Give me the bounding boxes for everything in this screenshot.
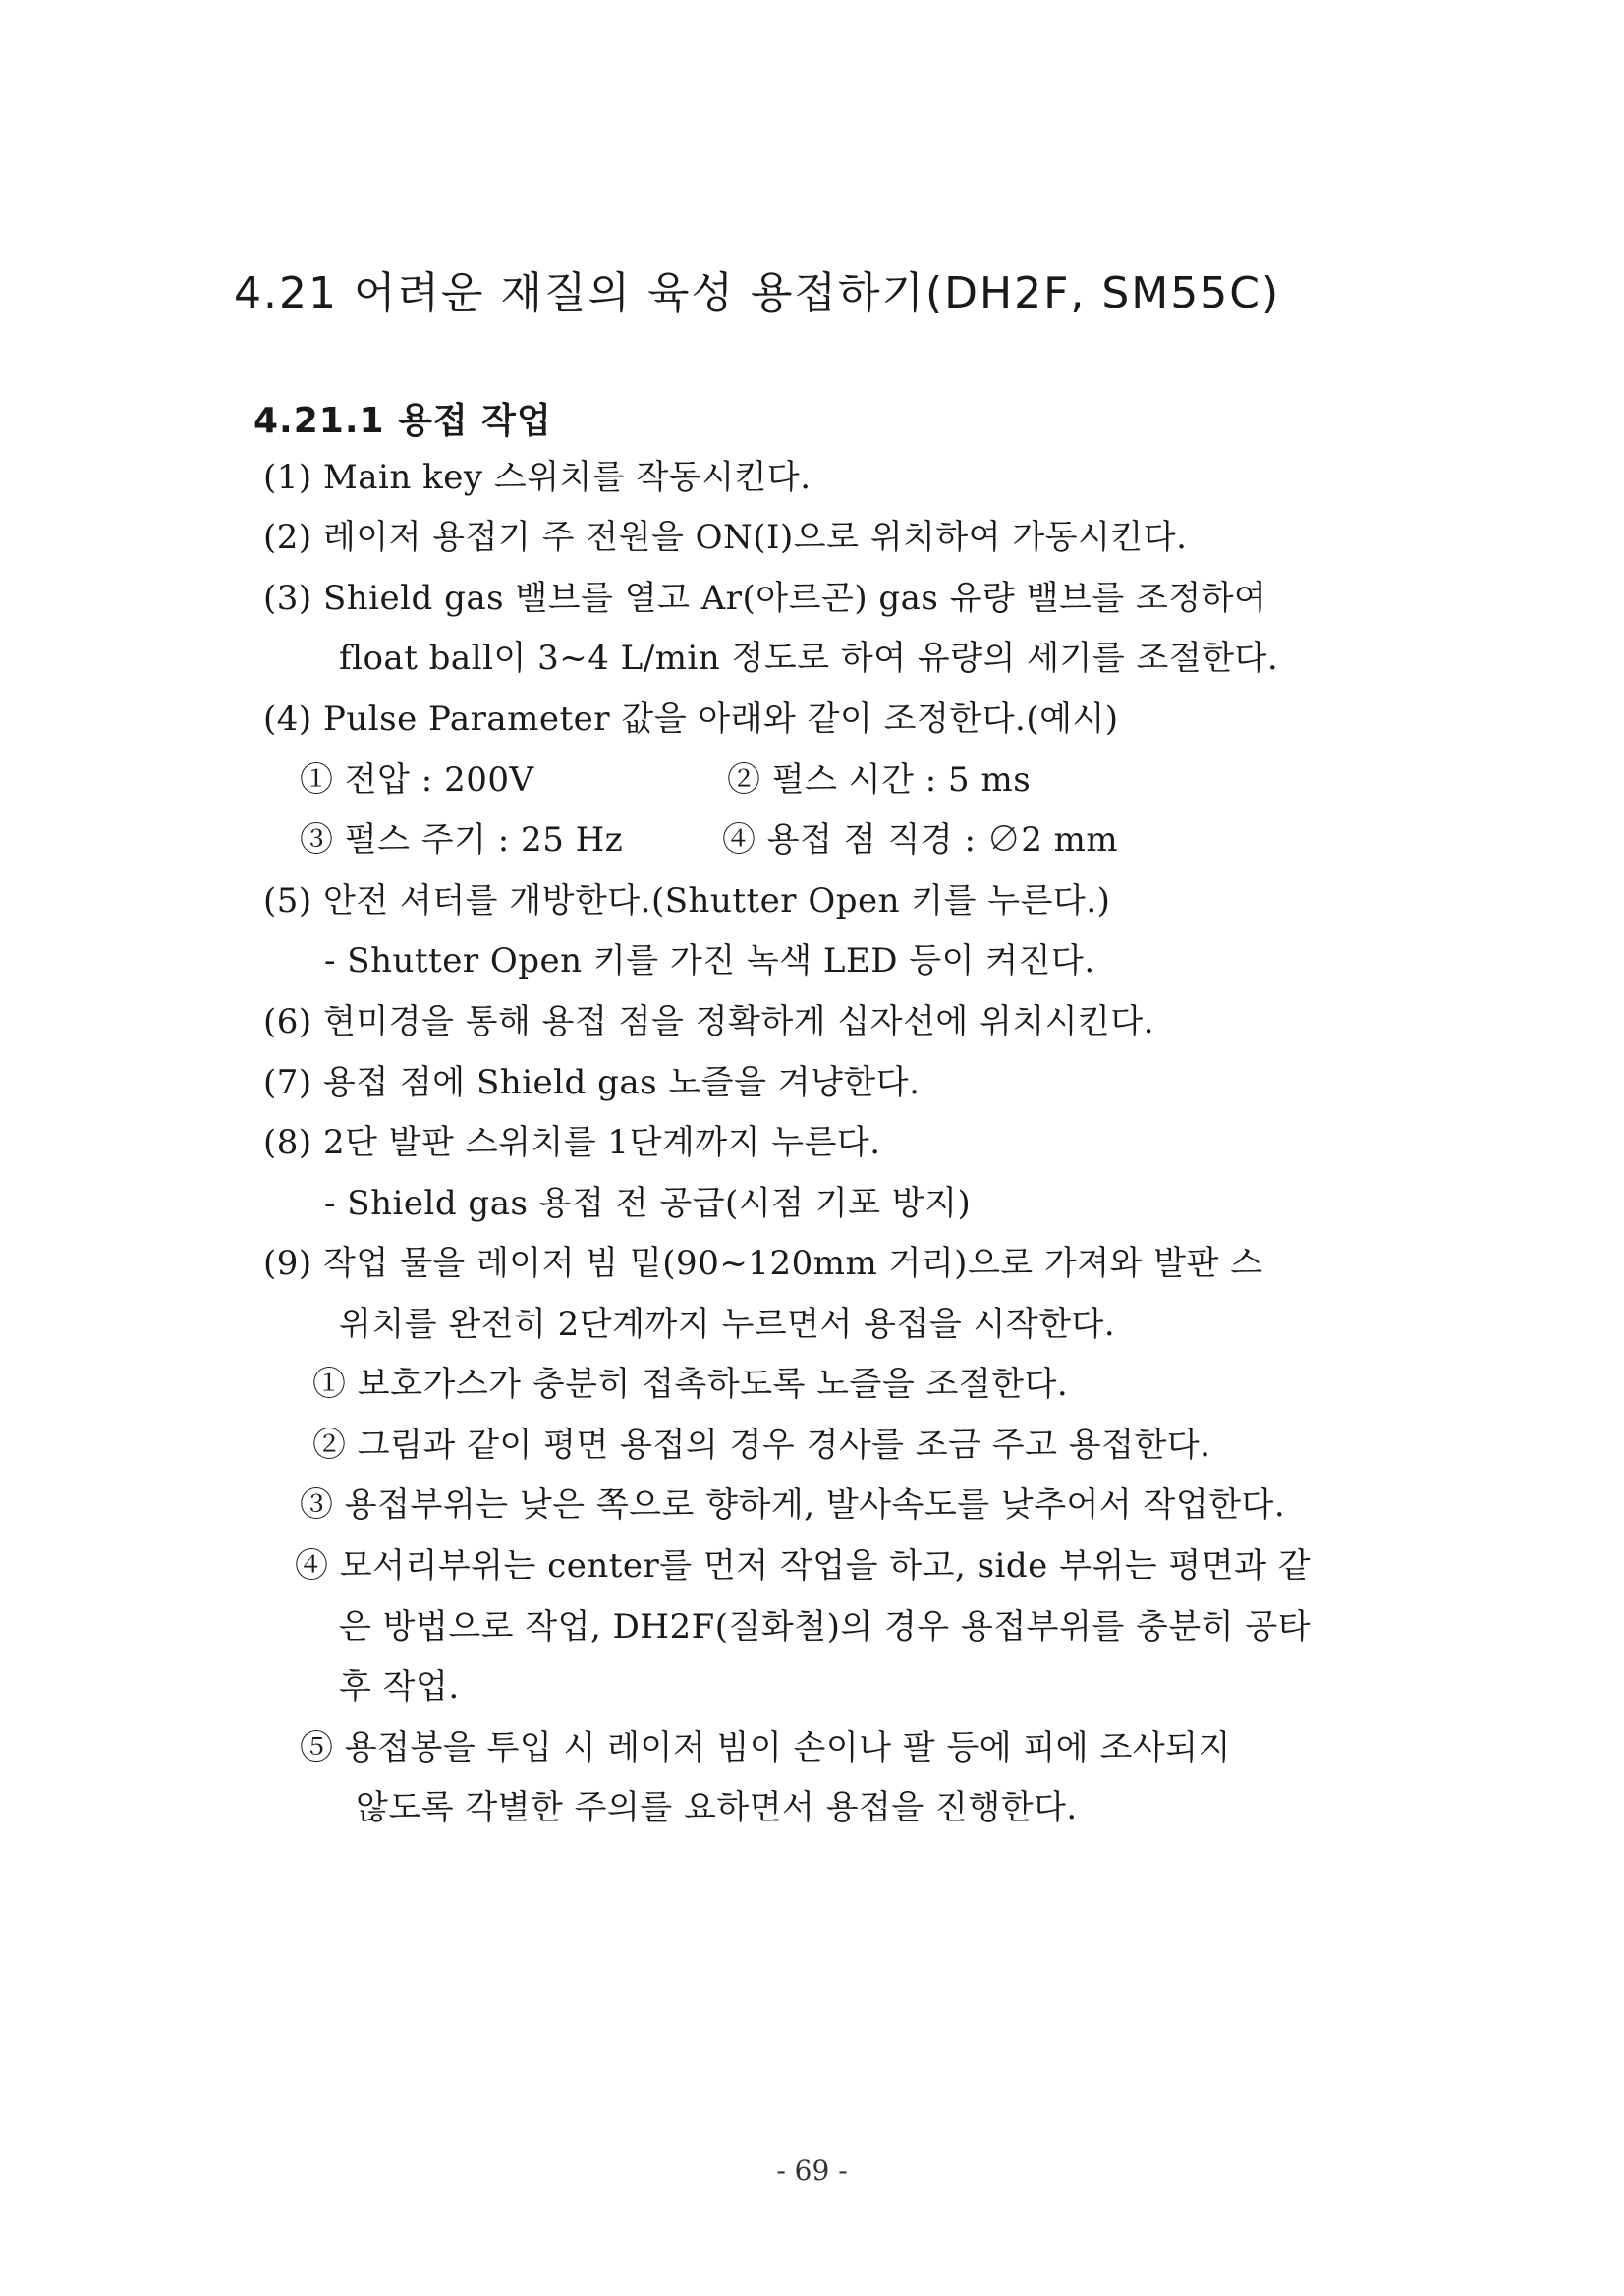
section-heading: 4.21 어려운 재질의 육성 용접하기(DH2F, SM55C): [234, 268, 1281, 318]
step-8: (8) 2단 발판 스위치를 1단계까지 누른다.: [263, 1123, 881, 1162]
step-8-note: - Shield gas 용접 전 공급(시점 기포 방지): [324, 1184, 972, 1223]
tip-5: ⑤ 용접봉을 투입 시 레이저 빔이 손이나 팔 등에 피에 조사되지: [300, 1728, 1231, 1767]
step-2: (2) 레이저 용접기 주 전원을 ON(Ⅰ)으로 위치하여 가동시킨다.: [263, 518, 1188, 557]
step-3-cont: float ball이 3~4 L/min 정도로 하여 유량의 세기를 조절한다.: [339, 639, 1279, 678]
step-4: (4) Pulse Parameter 값을 아래와 같이 조정한다.(예시): [263, 700, 1119, 739]
tip-2: ② 그림과 같이 평면 용접의 경우 경사를 조금 주고 용접한다.: [312, 1426, 1211, 1465]
step-9: (9) 작업 물을 레이저 빔 밑(90~120mm 거리)으로 가져와 발판 스: [263, 1244, 1263, 1283]
page-number: - 69 -: [776, 2155, 848, 2187]
step-5-note: - Shutter Open 키를 가진 녹색 LED 등이 켜진다.: [324, 941, 1095, 980]
param-pulse-time: ② 펄스 시간 : 5 ms: [727, 760, 1032, 800]
step-5: (5) 안전 셔터를 개방한다.(Shutter Open 키를 누른다.): [263, 881, 1111, 921]
param-voltage: ① 전압 : 200V: [300, 760, 534, 800]
step-7: (7) 용접 점에 Shield gas 노즐을 겨냥한다.: [263, 1063, 921, 1102]
step-9-cont: 위치를 완전히 2단계까지 누르면서 용접을 시작한다.: [339, 1305, 1116, 1344]
subsection-heading: 4.21.1 용접 작업: [253, 401, 552, 441]
step-3: (3) Shield gas 밸브를 열고 Ar(아르곤) gas 유량 밸브를 조정하여: [263, 579, 1267, 618]
tip-4: ④ 모서리부위는 center를 먼저 작업을 하고, side 부위는 평면과 같: [295, 1546, 1312, 1586]
tip-4-cont: 은 방법으로 작업, DH2F(질화철)의 경우 용접부위를 충분히 공타: [339, 1607, 1312, 1647]
param-pulse-frequency: ③ 펄스 주기 : 25 Hz: [300, 820, 624, 860]
step-6: (6) 현미경을 통해 용접 점을 정확하게 십자선에 위치시킨다.: [263, 1002, 1155, 1041]
param-spot-diameter: ④ 용접 점 직경 : ∅2 mm: [722, 820, 1119, 860]
tip-1: ① 보호가스가 충분히 접촉하도록 노즐을 조절한다.: [312, 1365, 1069, 1404]
tip-3: ③ 용접부위는 낮은 쪽으로 향하게, 발사속도를 낮추어서 작업한다.: [300, 1485, 1286, 1525]
tip-4-cont-2: 후 작업.: [339, 1667, 460, 1707]
step-1: (1) Main key 스위치를 작동시킨다.: [263, 458, 812, 497]
tip-5-cont: 않도록 각별한 주의를 요하면서 용접을 진행한다.: [356, 1788, 1078, 1827]
